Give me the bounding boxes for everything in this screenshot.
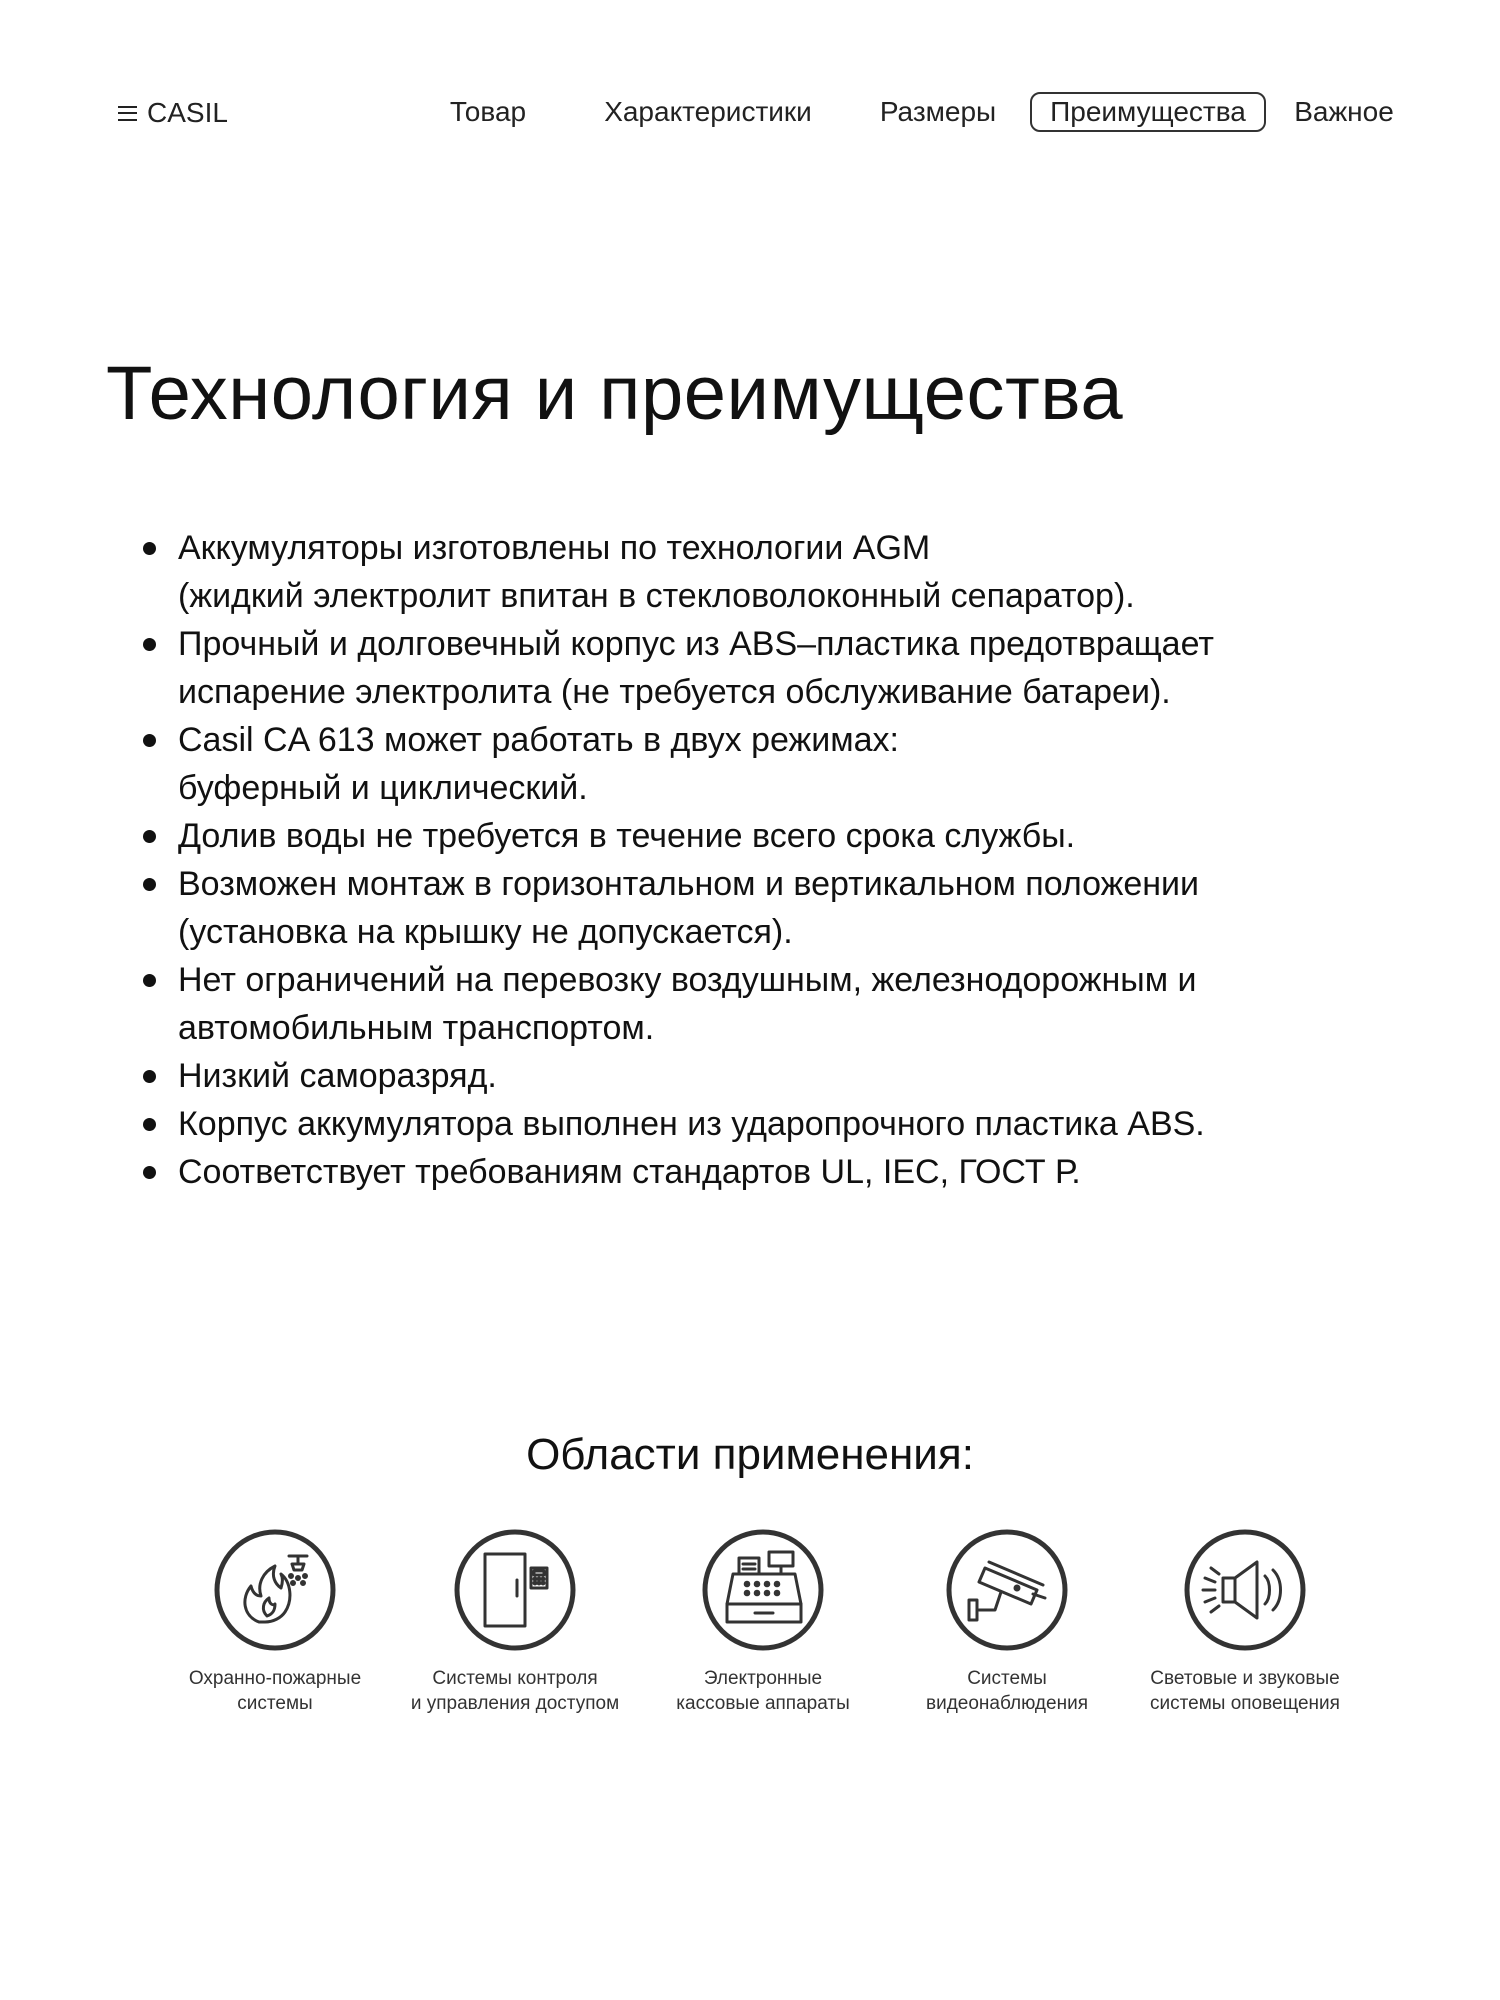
list-item: [140, 860, 1400, 956]
area-cash-registers: [643, 1528, 883, 1728]
area-label: [643, 1666, 883, 1716]
list-item-text: (жидкий электролит впитан в стекловолоконный сепаратор).: [178, 577, 1135, 615]
list-item-text: Низкий саморазряд.: [178, 1057, 497, 1095]
brand-name: CASIL: [147, 97, 228, 128]
area-label-line: Охранно-пожарные: [188, 1668, 362, 1689]
list-item-text: Нет ограничений на перевозку воздушным, железнодорожным и: [178, 961, 1197, 999]
area-label: [155, 1666, 395, 1716]
tab-advantages[interactable]: Преимущества: [1030, 92, 1266, 132]
list-item-text: Casil CA 613 может работать в двух режимах:: [178, 721, 899, 759]
list-item: [140, 1100, 1400, 1148]
area-label: [1125, 1666, 1365, 1716]
tab-product[interactable]: Товар: [449, 96, 527, 127]
tab-important[interactable]: Важное: [1294, 96, 1394, 127]
area-label-line: кассовые аппараты: [676, 1693, 850, 1714]
area-label: [395, 1666, 635, 1716]
list-item-text: испарение электролита (не требуется обслуживание батареи).: [178, 673, 1171, 711]
area-label: [887, 1666, 1127, 1716]
list-item: [140, 812, 1400, 860]
list-item-text: Корпус аккумулятора выполнен из ударопрочного пластика ABS.: [178, 1105, 1205, 1143]
access-door-icon: [453, 1528, 577, 1652]
list-item-text: Прочный и долговечный корпус из ABS–пластика предотвращает: [178, 625, 1214, 663]
area-label-line: Системы контроля: [432, 1668, 598, 1689]
list-item: [140, 620, 1400, 716]
area-label-line: видеонаблюдения: [926, 1693, 1088, 1714]
advantages-list: [140, 524, 1400, 1196]
list-item: [140, 1148, 1400, 1196]
page-title: Технология и преимущества: [106, 351, 1124, 436]
area-label-line: Световые и звуковые: [1150, 1668, 1340, 1689]
area-label-line: Электронные: [703, 1668, 823, 1689]
cash-register-icon: [701, 1528, 825, 1652]
list-item: [140, 956, 1400, 1052]
tab-specifications[interactable]: Характеристики: [604, 96, 812, 127]
list-item-text: Возможен монтаж в горизонтальном и вертикальном положении: [178, 865, 1200, 903]
area-label-line: Системы: [967, 1668, 1047, 1689]
area-access-control: [395, 1528, 635, 1728]
area-label-line: системы: [237, 1693, 313, 1714]
speaker-alarm-icon: [1183, 1528, 1307, 1652]
area-label-line: и управления доступом: [410, 1693, 620, 1714]
list-item-text: (установка на крышку не допускается).: [178, 913, 793, 951]
list-item-text: Долив воды не требуется в течение всего срока службы.: [178, 817, 1076, 855]
list-item: [140, 524, 1400, 620]
list-item-text: буферный и циклический.: [178, 769, 588, 807]
tab-dimensions[interactable]: Размеры: [879, 96, 997, 127]
area-label-line: системы оповещения: [1150, 1693, 1340, 1714]
cctv-camera-icon: [945, 1528, 1069, 1652]
area-alarm-systems: [1125, 1528, 1365, 1728]
top-nav: [0, 90, 1500, 136]
list-item: [140, 1052, 1400, 1100]
area-fire-security: [155, 1528, 395, 1728]
list-item-text: автомобильным транспортом.: [178, 1009, 655, 1047]
fire-sprinkler-icon: [213, 1528, 337, 1652]
list-item-text: Аккумуляторы изготовлены по технологии AGM: [178, 529, 931, 567]
areas-title: Области применения:: [526, 1430, 974, 1479]
list-item-text: Соответствует требованиям стандартов UL, IEC, ГОСТ Р.: [178, 1153, 1081, 1191]
list-item: [140, 716, 1400, 812]
area-video-surveillance: [887, 1528, 1127, 1728]
nav-tabs: [0, 90, 1500, 136]
